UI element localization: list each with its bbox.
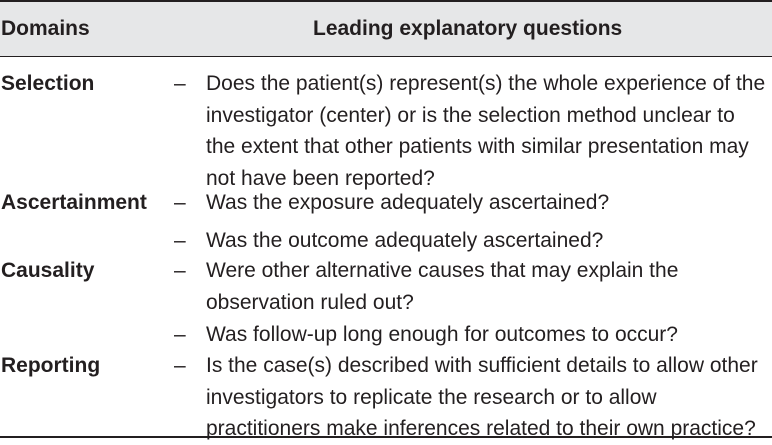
domain-causality: Causality	[1, 259, 95, 282]
question-ascertainment-2: Was the outcome adequately ascertained?	[206, 229, 604, 252]
dash-marker: –	[174, 72, 186, 95]
dash-marker: –	[174, 259, 186, 282]
domain-selection: Selection	[1, 72, 95, 95]
question-causality-1: Were other alternative causes that may explain the observation ruled out?	[206, 259, 679, 314]
dash-marker: –	[174, 191, 186, 214]
domain-reporting: Reporting	[1, 354, 101, 377]
question-selection-1: Does the patient(s) represent(s) the whole experience of the investigator (center) or is the selection method unclear to the extent that other patients with similar presentation may not have been reported?	[206, 72, 766, 190]
dash-marker: –	[174, 323, 186, 346]
question-ascertainment-1: Was the exposure adequately ascertained?	[206, 191, 610, 214]
header-rule	[0, 56, 772, 57]
top-rule	[0, 0, 772, 2]
question-reporting-1: Is the case(s) described with sufficient details to allow other investigators to replicate the research or to allow practitioners make inferences related to their own practice?	[206, 354, 758, 440]
question-causality-2: Was follow-up long enough for outcomes to occur?	[206, 323, 678, 346]
header-questions: Leading explanatory questions	[313, 17, 623, 40]
dash-marker: –	[174, 229, 186, 252]
domain-ascertainment: Ascertainment	[1, 191, 147, 214]
dash-marker: –	[174, 354, 186, 377]
header-domains: Domains	[1, 17, 90, 40]
